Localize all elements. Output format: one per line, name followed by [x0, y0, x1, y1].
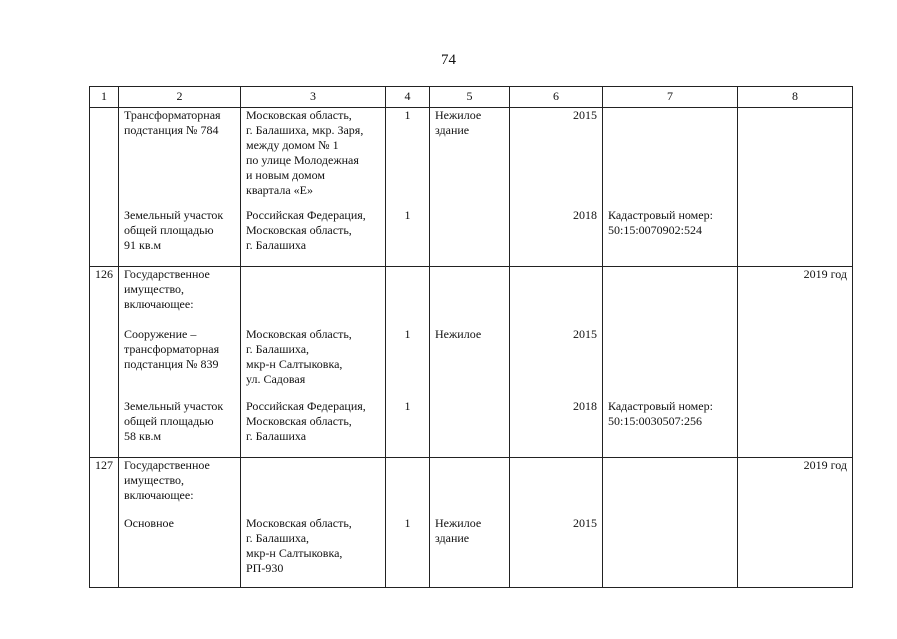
cell-term	[738, 208, 853, 267]
col-header-6: 6	[510, 87, 603, 108]
table-row	[90, 208, 853, 267]
cell-type: Нежилое здание	[430, 516, 510, 588]
table-row	[90, 399, 853, 458]
cell-year: 2015	[510, 327, 603, 399]
page-number: 74	[441, 52, 456, 68]
cell-address	[241, 458, 386, 516]
cell-address: Московская область, г. Балашиха, мкр-н Салтыковка, РП-930	[241, 516, 386, 588]
cell-quantity: 1	[386, 516, 430, 588]
cell-type	[430, 399, 510, 458]
cell-quantity	[386, 458, 430, 516]
table-row	[90, 108, 853, 208]
cell-year: 2015	[510, 108, 603, 208]
table-row	[90, 516, 853, 588]
cell-year	[510, 458, 603, 516]
col-header-8: 8	[738, 87, 853, 108]
cell-object-name: Государственное имущество, включающее:	[119, 458, 241, 516]
cell-number	[90, 327, 119, 399]
cell-address: Российская Федерация, Московская область, г. Балашиха	[241, 208, 386, 267]
property-table	[89, 86, 853, 588]
table-row	[90, 327, 853, 399]
col-header-3: 3	[241, 87, 386, 108]
cell-cadastral	[603, 108, 738, 208]
cell-object-name: Сооружение – трансформаторная подстанция № 839	[119, 327, 241, 399]
cell-address: Московская область, г. Балашиха, мкр. Заря, между домом № 1 по улице Молодежная и новым домом квартала «Е»	[241, 108, 386, 208]
cell-cadastral	[603, 267, 738, 327]
col-header-5: 5	[430, 87, 510, 108]
cell-quantity: 1	[386, 327, 430, 399]
cell-number	[90, 399, 119, 458]
cell-term	[738, 516, 853, 588]
cell-type: Нежилое	[430, 327, 510, 399]
col-header-2: 2	[119, 87, 241, 108]
cell-address	[241, 267, 386, 327]
cell-quantity: 1	[386, 208, 430, 267]
cell-year	[510, 267, 603, 327]
col-header-7: 7	[603, 87, 738, 108]
col-header-1: 1	[90, 87, 119, 108]
cell-address: Российская Федерация, Московская область, г. Балашиха	[241, 399, 386, 458]
cell-object-name: Трансформаторная подстанция № 784	[119, 108, 241, 208]
table-row	[90, 267, 853, 327]
cell-term	[738, 399, 853, 458]
cell-term: 2019 год	[738, 458, 853, 516]
cell-object-name: Земельный участок общей площадью 58 кв.м	[119, 399, 241, 458]
cell-number: 127	[90, 458, 119, 516]
cell-number	[90, 208, 119, 267]
cell-quantity: 1	[386, 108, 430, 208]
table-row	[90, 458, 853, 516]
cell-object-name: Основное	[119, 516, 241, 588]
cell-term	[738, 108, 853, 208]
cell-object-name: Земельный участок общей площадью 91 кв.м	[119, 208, 241, 267]
cell-cadastral: Кадастровый номер: 50:15:0070902:524	[603, 208, 738, 267]
cell-cadastral	[603, 516, 738, 588]
cell-cadastral	[603, 327, 738, 399]
cell-type: Нежилое здание	[430, 108, 510, 208]
cell-object-name: Государственное имущество, включающее:	[119, 267, 241, 327]
cell-quantity	[386, 267, 430, 327]
header-row	[90, 87, 853, 108]
cell-number	[90, 516, 119, 588]
cell-year: 2015	[510, 516, 603, 588]
cell-cadastral	[603, 458, 738, 516]
cell-type	[430, 208, 510, 267]
cell-type	[430, 458, 510, 516]
cell-type	[430, 267, 510, 327]
col-header-4: 4	[386, 87, 430, 108]
cell-year: 2018	[510, 399, 603, 458]
cell-cadastral: Кадастровый номер: 50:15:0030507:256	[603, 399, 738, 458]
cell-term	[738, 327, 853, 399]
cell-number	[90, 108, 119, 208]
cell-number: 126	[90, 267, 119, 327]
cell-address: Московская область, г. Балашиха, мкр-н Салтыковка, ул. Садовая	[241, 327, 386, 399]
cell-quantity: 1	[386, 399, 430, 458]
cell-year: 2018	[510, 208, 603, 267]
cell-term: 2019 год	[738, 267, 853, 327]
